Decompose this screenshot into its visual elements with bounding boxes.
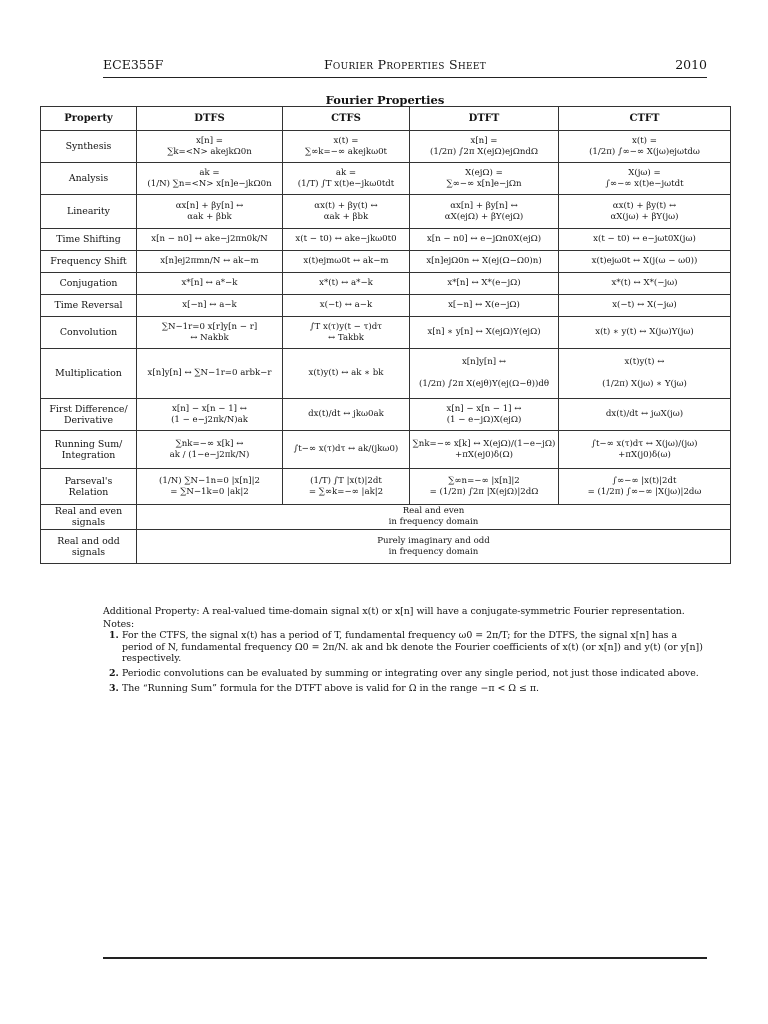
table-row [41,317,731,349]
notes-list [103,630,709,694]
dtft-formula-cell: x[n]y[n] ↔ (1/2π) ∫2π X(ejθ)Y(ej(Ω−θ))dθ [410,349,559,399]
dtfs-formula-cell: x[n]y[n] ↔ ∑N−1r=0 arbk−r [137,349,283,399]
property-name-cell: Linearity [41,195,137,229]
dtft-formula-cell: x[n] = (1/2π) ∫2π X(ejΩ)ejΩndΩ [410,131,559,163]
dtft-formula-cell: x*[n] ↔ X*(e−jΩ) [410,273,559,295]
dtft-formula-cell: X(ejΩ) = ∑∞−∞ x[n]e−jΩn [410,163,559,195]
page-header [103,57,707,75]
dtfs-formula-cell: ∑nk=−∞ x[k] ↔ ak / (1−e−j2πk/N) [137,431,283,469]
ctft-formula-cell: dx(t)/dt ↔ jωX(jω) [559,399,731,431]
property-name-cell: Time Shifting [41,229,137,251]
ctft-formula-cell: ∫∞−∞ |x(t)|2dt = (1/2π) ∫∞−∞ |X(jω)|2dω [559,469,731,505]
column-header: DTFT [410,107,559,131]
property-name-cell: Synthesis [41,131,137,163]
table-row [41,163,731,195]
table-row [41,431,731,469]
dtfs-formula-cell: αx[n] + βy[n] ↔ αak + βbk [137,195,283,229]
ctfs-formula-cell: x(t)y(t) ↔ ak ∗ bk [283,349,410,399]
dtfs-formula-cell: x[−n] ↔ a−k [137,295,283,317]
ctfs-formula-cell: ak = (1/T) ∫T x(t)e−jkω0tdt [283,163,410,195]
ctft-formula-cell: x*(t) ↔ X*(−jω) [559,273,731,295]
property-name-cell: Multiplication [41,349,137,399]
dtfs-formula-cell: x[n] = ∑k=<N> akejkΩ0n [137,131,283,163]
property-name-cell: Running Sum/ Integration [41,431,137,469]
table-row [41,295,731,317]
dtft-formula-cell: ∑∞n=−∞ |x[n]|2 = (1/2π) ∫2π |X(ejΩ)|2dΩ [410,469,559,505]
table-row [41,530,731,564]
dtfs-formula-cell: x*[n] ↔ a*−k [137,273,283,295]
ctft-formula-cell: x(t) ∗ y(t) ↔ X(jω)Y(jω) [559,317,731,349]
table-row [41,195,731,229]
fourier-properties-table [40,106,731,564]
ctfs-formula-cell: (1/T) ∫T |x(t)|2dt = ∑∞k=−∞ |ak|2 [283,469,410,505]
dtfs-formula-cell: x[n]ej2πmn/N ↔ ak−m [137,251,283,273]
ctfs-formula-cell: αx(t) + βy(t) ↔ αak + βbk [283,195,410,229]
table-title: Fourier Properties [325,93,445,107]
property-name-cell: Frequency Shift [41,251,137,273]
ctfs-formula-cell: dx(t)/dt ↔ jkω0ak [283,399,410,431]
notes-section [103,606,709,697]
ctfs-formula-cell: x(−t) ↔ a−k [283,295,410,317]
dtft-formula-cell: ∑nk=−∞ x[k] ↔ X(ejΩ)/(1−e−jΩ) +πX(ej0)δ(Ω) [410,431,559,469]
table-row [41,349,731,399]
table-row [41,469,731,505]
property-name-cell: Analysis [41,163,137,195]
ctfs-formula-cell: ∫T x(τ)y(t − τ)dτ ↔ Takbk [283,317,410,349]
ctfs-formula-cell: x(t) = ∑∞k=−∞ akejkω0t [283,131,410,163]
ctft-formula-cell: x(−t) ↔ X(−jω) [559,295,731,317]
table-row [41,251,731,273]
table-header-row [41,107,731,131]
table-row [41,229,731,251]
dtft-formula-cell: x[n] − x[n − 1] ↔ (1 − e−jΩ)X(ejΩ) [410,399,559,431]
column-header: CTFT [559,107,731,131]
ctft-formula-cell: ∫t−∞ x(τ)dτ ↔ X(jω)/(jω) +πX(j0)δ(ω) [559,431,731,469]
ctft-formula-cell: αx(t) + βy(t) ↔ αX(jω) + βY(jω) [559,195,731,229]
property-name-cell: Conjugation [41,273,137,295]
table-row [41,273,731,295]
column-header: CTFS [283,107,410,131]
ctfs-formula-cell: x(t)ejmω0t ↔ ak−m [283,251,410,273]
frequency-domain-cell: Real and even in frequency domain [137,505,731,530]
dtft-formula-cell: x[n]ejΩ0n ↔ X(ej(Ω−Ω0)n) [410,251,559,273]
dtfs-formula-cell: ak = (1/N) ∑n=<N> x[n]e−jkΩ0n [137,163,283,195]
table-row [41,131,731,163]
note-item: 3. The “Running Sum” formula for the DTFT above is valid for Ω in the range −π < Ω ≤ π. [122,683,709,695]
notes-label: Notes: [103,618,135,630]
property-name-cell: First Difference/ Derivative [41,399,137,431]
note-item: 2. Periodic convolutions can be evaluated by summing or integrating over any single period, not just those indicated above. [122,668,709,680]
footer-rule [103,957,707,959]
dtft-formula-cell: αx[n] + βy[n] ↔ αX(ejΩ) + βY(ejΩ) [410,195,559,229]
ctfs-formula-cell: x*(t) ↔ a*−k [283,273,410,295]
sheet-title: Fourier Properties Sheet [323,57,487,72]
property-name-cell: Convolution [41,317,137,349]
ctft-formula-cell: x(t)y(t) ↔ (1/2π) X(jω) ∗ Y(jω) [559,349,731,399]
dtfs-formula-cell: ∑N−1r=0 x[r]y[n − r] ↔ Nakbk [137,317,283,349]
header-rule [103,77,707,78]
dtft-formula-cell: x[n] ∗ y[n] ↔ X(ejΩ)Y(ejΩ) [410,317,559,349]
property-name-cell: Real and even signals [41,505,137,530]
ctft-formula-cell: X(jω) = ∫∞−∞ x(t)e−jωtdt [559,163,731,195]
course-code: ECE355F [103,57,164,72]
column-header: DTFS [137,107,283,131]
property-name-cell: Parseval's Relation [41,469,137,505]
property-name-cell: Real and odd signals [41,530,137,564]
ctfs-formula-cell: x(t − t0) ↔ ake−jkω0t0 [283,229,410,251]
dtfs-formula-cell: (1/N) ∑N−1n=0 |x[n]|2 = ∑N−1k=0 |ak|2 [137,469,283,505]
year-label: 2010 [675,57,707,72]
dtfs-formula-cell: x[n] − x[n − 1] ↔ (1 − e−j2πk/N)ak [137,399,283,431]
property-name-cell: Time Reversal [41,295,137,317]
column-header: Property [41,107,137,131]
frequency-domain-cell: Purely imaginary and odd in frequency domain [137,530,731,564]
ctft-formula-cell: x(t − t0) ↔ e−jωt0X(jω) [559,229,731,251]
ctft-formula-cell: x(t) = (1/2π) ∫∞−∞ X(jω)ejωtdω [559,131,731,163]
ctfs-formula-cell: ∫t−∞ x(τ)dτ ↔ ak/(jkω0) [283,431,410,469]
additional-property: Additional Property: A real-valued time-domain signal x(t) or x[n] will have a conjugate-symmetric Fourier representation. [103,606,685,617]
table-row [41,399,731,431]
note-item: 1. For the CTFS, the signal x(t) has a period of T, fundamental frequency ω0 = 2π/T; for the DTFS, the signal x[n] has a period of N, fundamental frequency Ω0 = 2π/N. ak and bk denote the Fourier coefficients of x(t) (or x[n]) and y(t) (or y[n]) respectively. [122,630,709,665]
ctft-formula-cell: x(t)ejω0t ↔ X(j(ω − ω0)) [559,251,731,273]
dtfs-formula-cell: x[n − n0] ↔ ake−j2πn0k/N [137,229,283,251]
dtft-formula-cell: x[n − n0] ↔ e−jΩn0X(ejΩ) [410,229,559,251]
table-row [41,505,731,530]
dtft-formula-cell: x[−n] ↔ X(e−jΩ) [410,295,559,317]
